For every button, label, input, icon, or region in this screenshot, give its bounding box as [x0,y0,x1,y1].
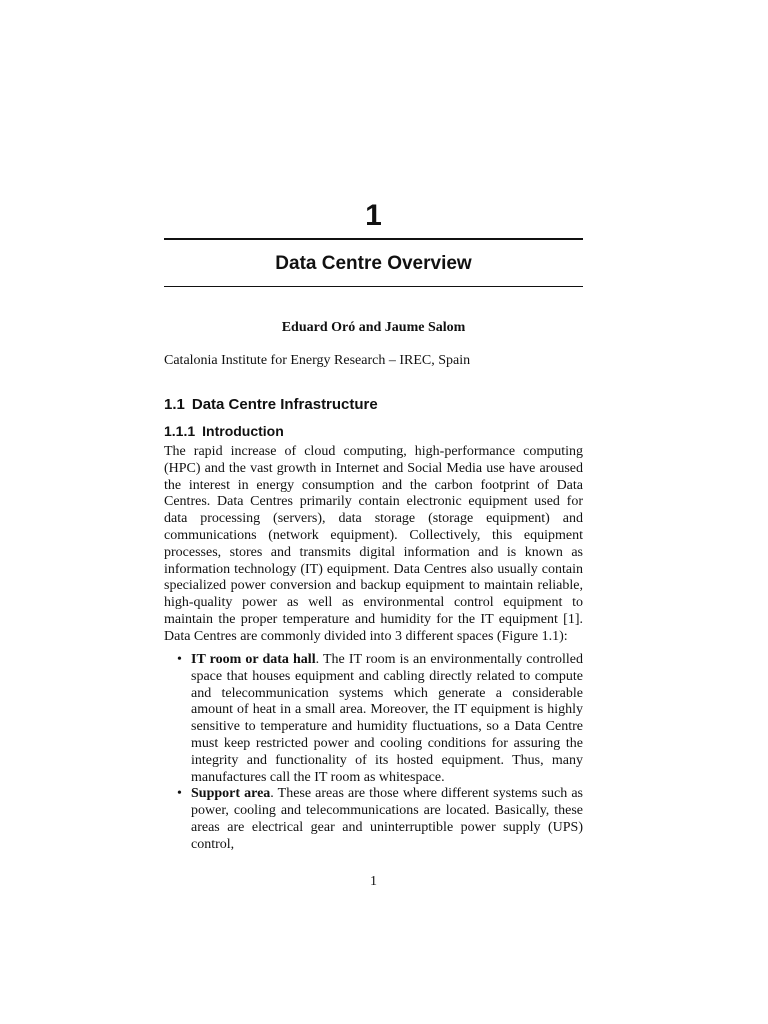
list-item-text: . The IT room is an environmentally controlled space that houses equipment and cabling directly related to compute and telecommunication systems which generate a considerable amount of heat in a small area. Moreover, the IT equipment is highly sensitive to temperature and humidity fluctuations, so a Data Centre must keep restricted power and cooling conditions for assuring the integrity and functionality of its hosted equipment. Thus, many manufactures call the IT room as whitespace. [191,652,583,785]
chapter-authors: Eduard Oró and Jaume Salom [281,320,466,335]
list-item [164,652,583,786]
bullet-point: • [177,786,182,802]
space-list [164,652,583,854]
author-affiliation: Catalonia Institute for Energy Research – IREC, Spain [164,353,471,368]
list-item-text: . These areas are those where different systems such as power, cooling and telecommunications are located. Basically, these areas are electrical gear and uninterruptible power supply (UPS) control, [191,786,583,852]
subsection-heading [164,421,284,441]
section-number: 1.1 [164,396,185,413]
subsection-number: 1.1.1 [164,423,196,439]
chapter-bottom-rule [164,286,583,287]
chapter-top-rule [164,238,583,240]
list-item-term: Support area [191,786,271,802]
bullet-point: • [177,652,182,667]
intro-paragraph: The rapid increase of cloud computing, high-performance computing (HPC) and the vast growth in Internet and Social Media use have aroused the interest in energy consumption and the carbon footprint of Data Centres. Data Centres primarily contain electronic equipment used for data processing (servers), data storage (storage equipment) and communications (network equipment). Collectively, this equipment processes, stores and transmits digital information and is known as information technology (IT) equipment. Data Centres also usually contain specialized power conversion and backup equipment to maintain reliable, high-quality power as well as environmental control equipment to maintain the proper temperature and humidity for the IT equipment [1]. Data Centres are commonly divided into 3 different spaces (Figure 1.1): [164,444,583,644]
chapter-number: 1 [365,199,382,232]
section-title: Data Centre Infrastructure [191,396,378,413]
list-item-term: IT room or data hall [191,652,316,667]
list-item [164,786,583,853]
page-number: 1 [370,874,377,889]
chapter-title: Data Centre Overview [275,253,472,274]
section-heading [164,395,378,415]
subsection-title: Introduction [202,423,284,439]
